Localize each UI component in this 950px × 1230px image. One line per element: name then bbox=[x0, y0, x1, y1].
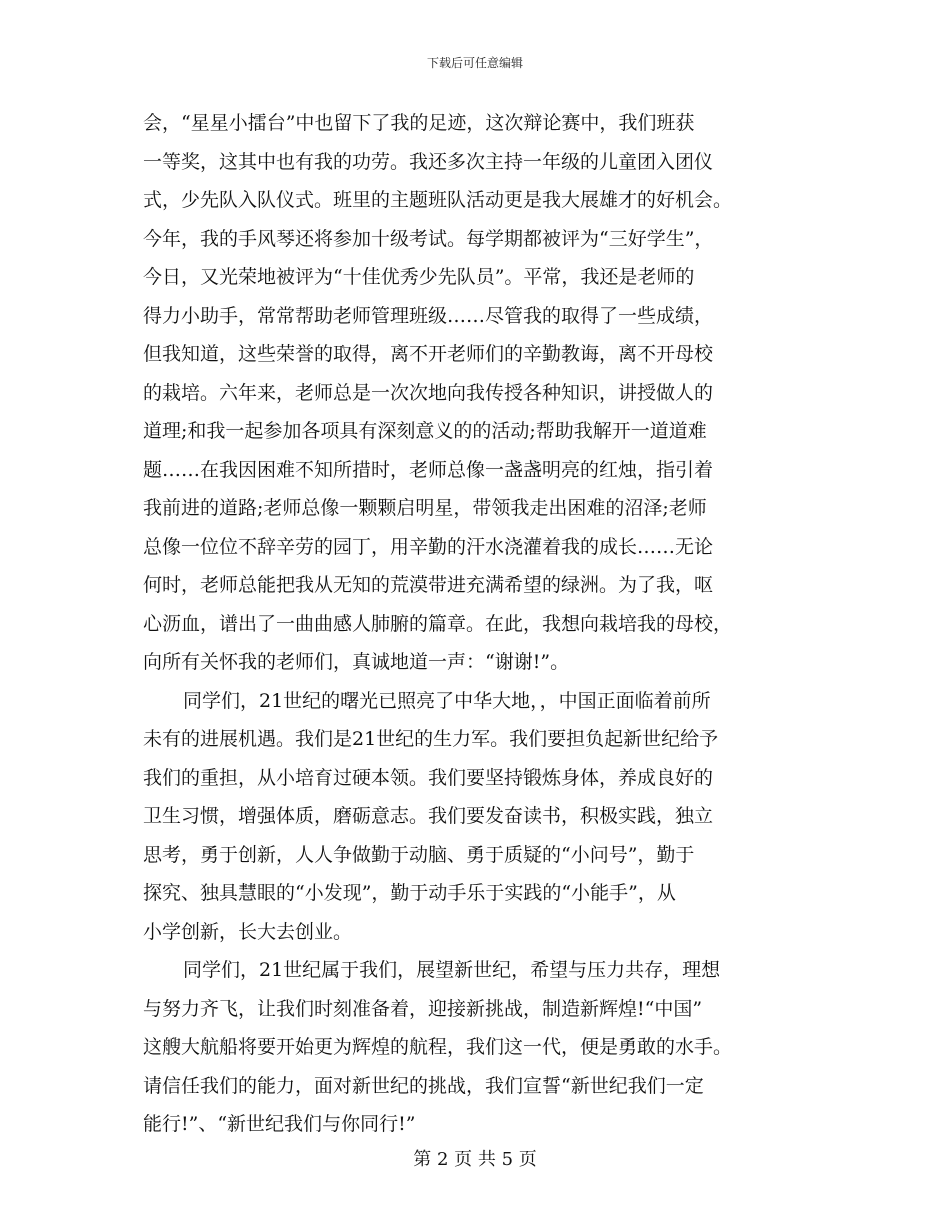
text-line: 小学创新，长大去创业。 bbox=[143, 920, 353, 943]
text-line: 与努力齐飞，让我们时刻准备着，迎接新挑战，制造新辉煌!“中国” bbox=[143, 997, 703, 1020]
text-line: 请信任我们的能力，面对新世纪的挑战，我们宣誓“新世纪我们一定 bbox=[143, 1074, 704, 1097]
text-line: 这艘大航船将要开始更为辉煌的航程，我们这一代，便是勇敢的水手。 bbox=[143, 1036, 733, 1058]
text-line: 何时，老师总能把我从无知的荒漠带进充满希望的绿洲。为了我，呕 bbox=[143, 574, 714, 596]
text-line: 式，少先队入队仪式。班里的主题班队活动更是我大展雄才的好机会。 bbox=[143, 189, 733, 211]
text-line: 向所有关怀我的老师们，真诚地道一声：“谢谢!”。 bbox=[143, 651, 570, 673]
text-line: 得力小助手，常常帮助老师管理班级……尽管我的取得了一些成绩， bbox=[143, 304, 714, 327]
text-line: 探究、独具慧眼的“小发现”，勤于动手乐于实践的“小能手”，从 bbox=[143, 882, 676, 904]
text-line: 思考，勇于创新，人人争做勤于动脑、勇于质疑的“小问号”，勤于 bbox=[143, 843, 695, 866]
text-line: 今年，我的手风琴还将参加十级考试。每学期都被评为“三好学生”， bbox=[143, 227, 714, 250]
text-line: 卫生习惯，增强体质，磨砺意志。我们要发奋读书，积极实践，独立 bbox=[143, 805, 714, 827]
body-text bbox=[143, 104, 811, 1144]
text-line: 今日，又光荣地被评为“十佳优秀少先队员”。平常，我还是老师的 bbox=[143, 266, 695, 288]
text-line: 未有的进展机遇。我们是21世纪的生力军。我们要担负起新世纪给予 bbox=[143, 728, 719, 750]
paragraph-first-line: 同学们，21世纪的曙光已照亮了中华大地，，中国正面临着前所 bbox=[183, 689, 711, 712]
text-line: 我前进的道路;老师总像一颗颗启明星，带领我走出困难的沼泽;老师 bbox=[143, 497, 707, 519]
paragraph-first-line: 同学们，21世纪属于我们，展望新世纪，希望与压力共存，理想 bbox=[183, 959, 721, 981]
text-line: 一等奖，这其中也有我的功劳。我还多次主持一年级的儿童团入团仪 bbox=[143, 150, 714, 173]
page-header: 下载后可任意编辑 bbox=[426, 56, 523, 70]
text-line: 心沥血，谱出了一曲曲感人肺腑的篇章。在此，我想向栽培我的母校， bbox=[143, 612, 733, 635]
text-line: 但我知道，这些荣誉的取得，离不开老师们的辛勤教诲，离不开母校 bbox=[143, 343, 714, 365]
text-line: 道理;和我一起参加各项具有深刻意义的的活动;帮助我解开一道道难 bbox=[143, 420, 707, 442]
text-line: 我们的重担，从小培育过硬本领。我们要坚持锻炼身体，养成良好的 bbox=[143, 766, 714, 789]
text-line: 能行!”、“新世纪我们与你同行!” bbox=[143, 1113, 416, 1135]
text-line: 会，“星星小擂台”中也留下了我的足迹，这次辩论赛中，我们班获 bbox=[143, 112, 695, 134]
text-line: 题……在我因困难不知所措时，老师总像一盏盏明亮的红烛，指引着 bbox=[143, 458, 714, 481]
text-line: 总像一位位不辞辛劳的园丁，用辛勤的汗水浇灌着我的成长……无论 bbox=[143, 535, 714, 558]
text-line: 的栽培。六年来，老师总是一次次地向我传授各种知识，讲授做人的 bbox=[143, 381, 714, 404]
page-footer: 第 2 页 共 5 页 bbox=[413, 1149, 537, 1170]
